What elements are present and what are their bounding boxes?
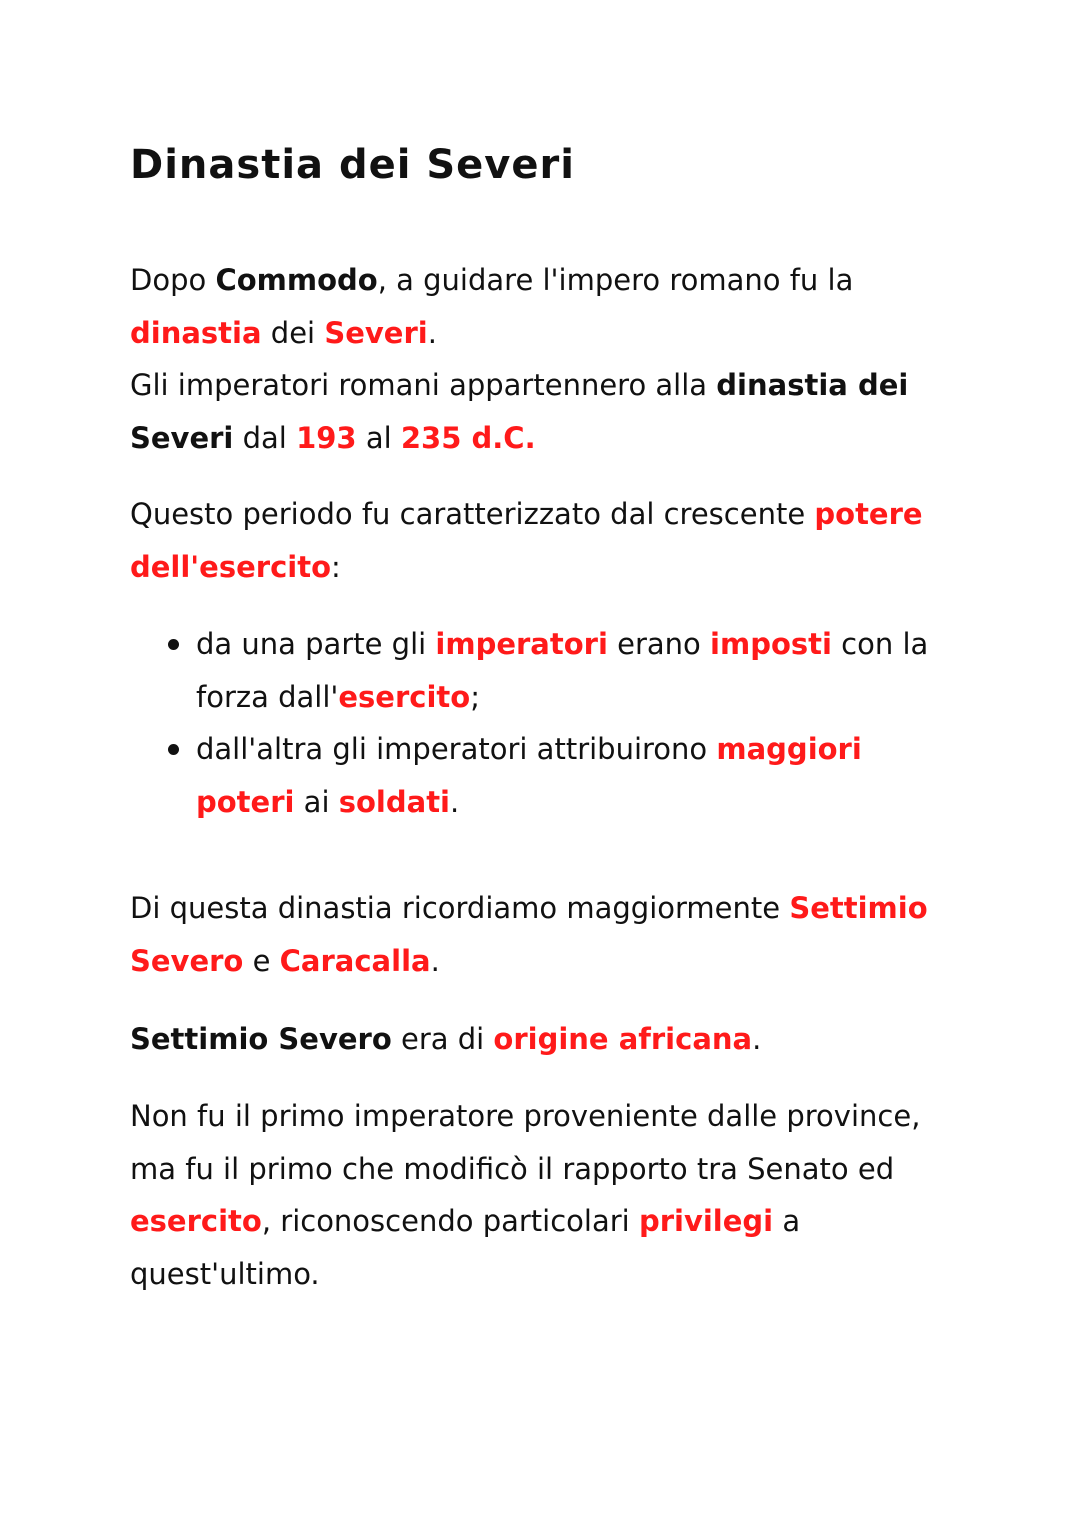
text: ai [294, 784, 339, 819]
bullet-icon [168, 639, 179, 650]
text: , a guidare l'impero romano fu la [377, 263, 854, 297]
highlight-severi: Severi [324, 315, 428, 350]
highlight-caracalla: Caracalla [279, 943, 431, 978]
paragraph-intro [130, 254, 950, 464]
text: Non fu il primo imperatore proveniente dalle province, ma fu il primo che modificò il rapporto tra Senato ed [130, 1099, 921, 1186]
text: dei [261, 315, 325, 350]
text: da una parte gli [196, 627, 436, 661]
text: Questo periodo fu caratterizzato dal crescente [130, 497, 815, 531]
highlight-settimio-severo-bold: Settimio Severo [130, 1022, 392, 1056]
text: . [450, 784, 460, 819]
highlight-year-235: 235 d.C. [400, 420, 536, 455]
text: a quest'ultimo. [130, 1204, 801, 1291]
highlight-soldati: soldati [338, 784, 450, 819]
text: al [356, 420, 401, 455]
text: Dopo [130, 263, 216, 297]
text: . [430, 943, 440, 978]
page-title: Dinastia dei Severi [130, 142, 575, 188]
paragraph-senate [130, 1090, 950, 1300]
text: erano [607, 627, 711, 661]
highlight-year-193: 193 [296, 420, 357, 455]
text: era di [391, 1022, 494, 1056]
text: ; [470, 679, 480, 714]
list-item [130, 723, 950, 828]
bullet-list [130, 618, 950, 828]
highlight-imposti: imposti [710, 627, 832, 661]
text: dall'altra gli imperatori attribuirono [196, 732, 717, 766]
bullet-icon [168, 744, 179, 755]
paragraph-period [130, 488, 950, 593]
text: con la forza dall' [196, 627, 929, 714]
highlight-dinastia: dinastia [130, 315, 262, 350]
text: Di questa dinastia ricordiamo maggiormente [130, 891, 790, 925]
highlight-imperatori: imperatori [435, 627, 608, 661]
list-item [130, 618, 950, 723]
text: dal [233, 420, 297, 455]
highlight-dinastia-dei-severi: dinastia dei Severi [130, 368, 909, 455]
text: Gli imperatori romani appartennero alla [130, 368, 717, 402]
highlight-maggiori-poteri: maggiori poteri [196, 732, 862, 819]
highlight-origine-africana: origine africana [493, 1022, 753, 1056]
text: , riconoscendo particolari [261, 1204, 639, 1238]
text: . [752, 1022, 762, 1056]
text: : [331, 549, 341, 584]
highlight-esercito: esercito [338, 679, 471, 714]
highlight-privilegi: privilegi [638, 1204, 774, 1238]
paragraph-origin [130, 1013, 950, 1066]
paragraph-remember [130, 882, 950, 987]
text: . [427, 315, 437, 350]
text: e [243, 943, 280, 978]
highlight-commodo: Commodo [215, 263, 378, 297]
highlight-esercito-2: esercito [130, 1204, 262, 1238]
highlight-potere-esercito: potere dell'esercito [130, 497, 923, 584]
highlight-settimio-severo: Settimio Severo [130, 891, 928, 978]
